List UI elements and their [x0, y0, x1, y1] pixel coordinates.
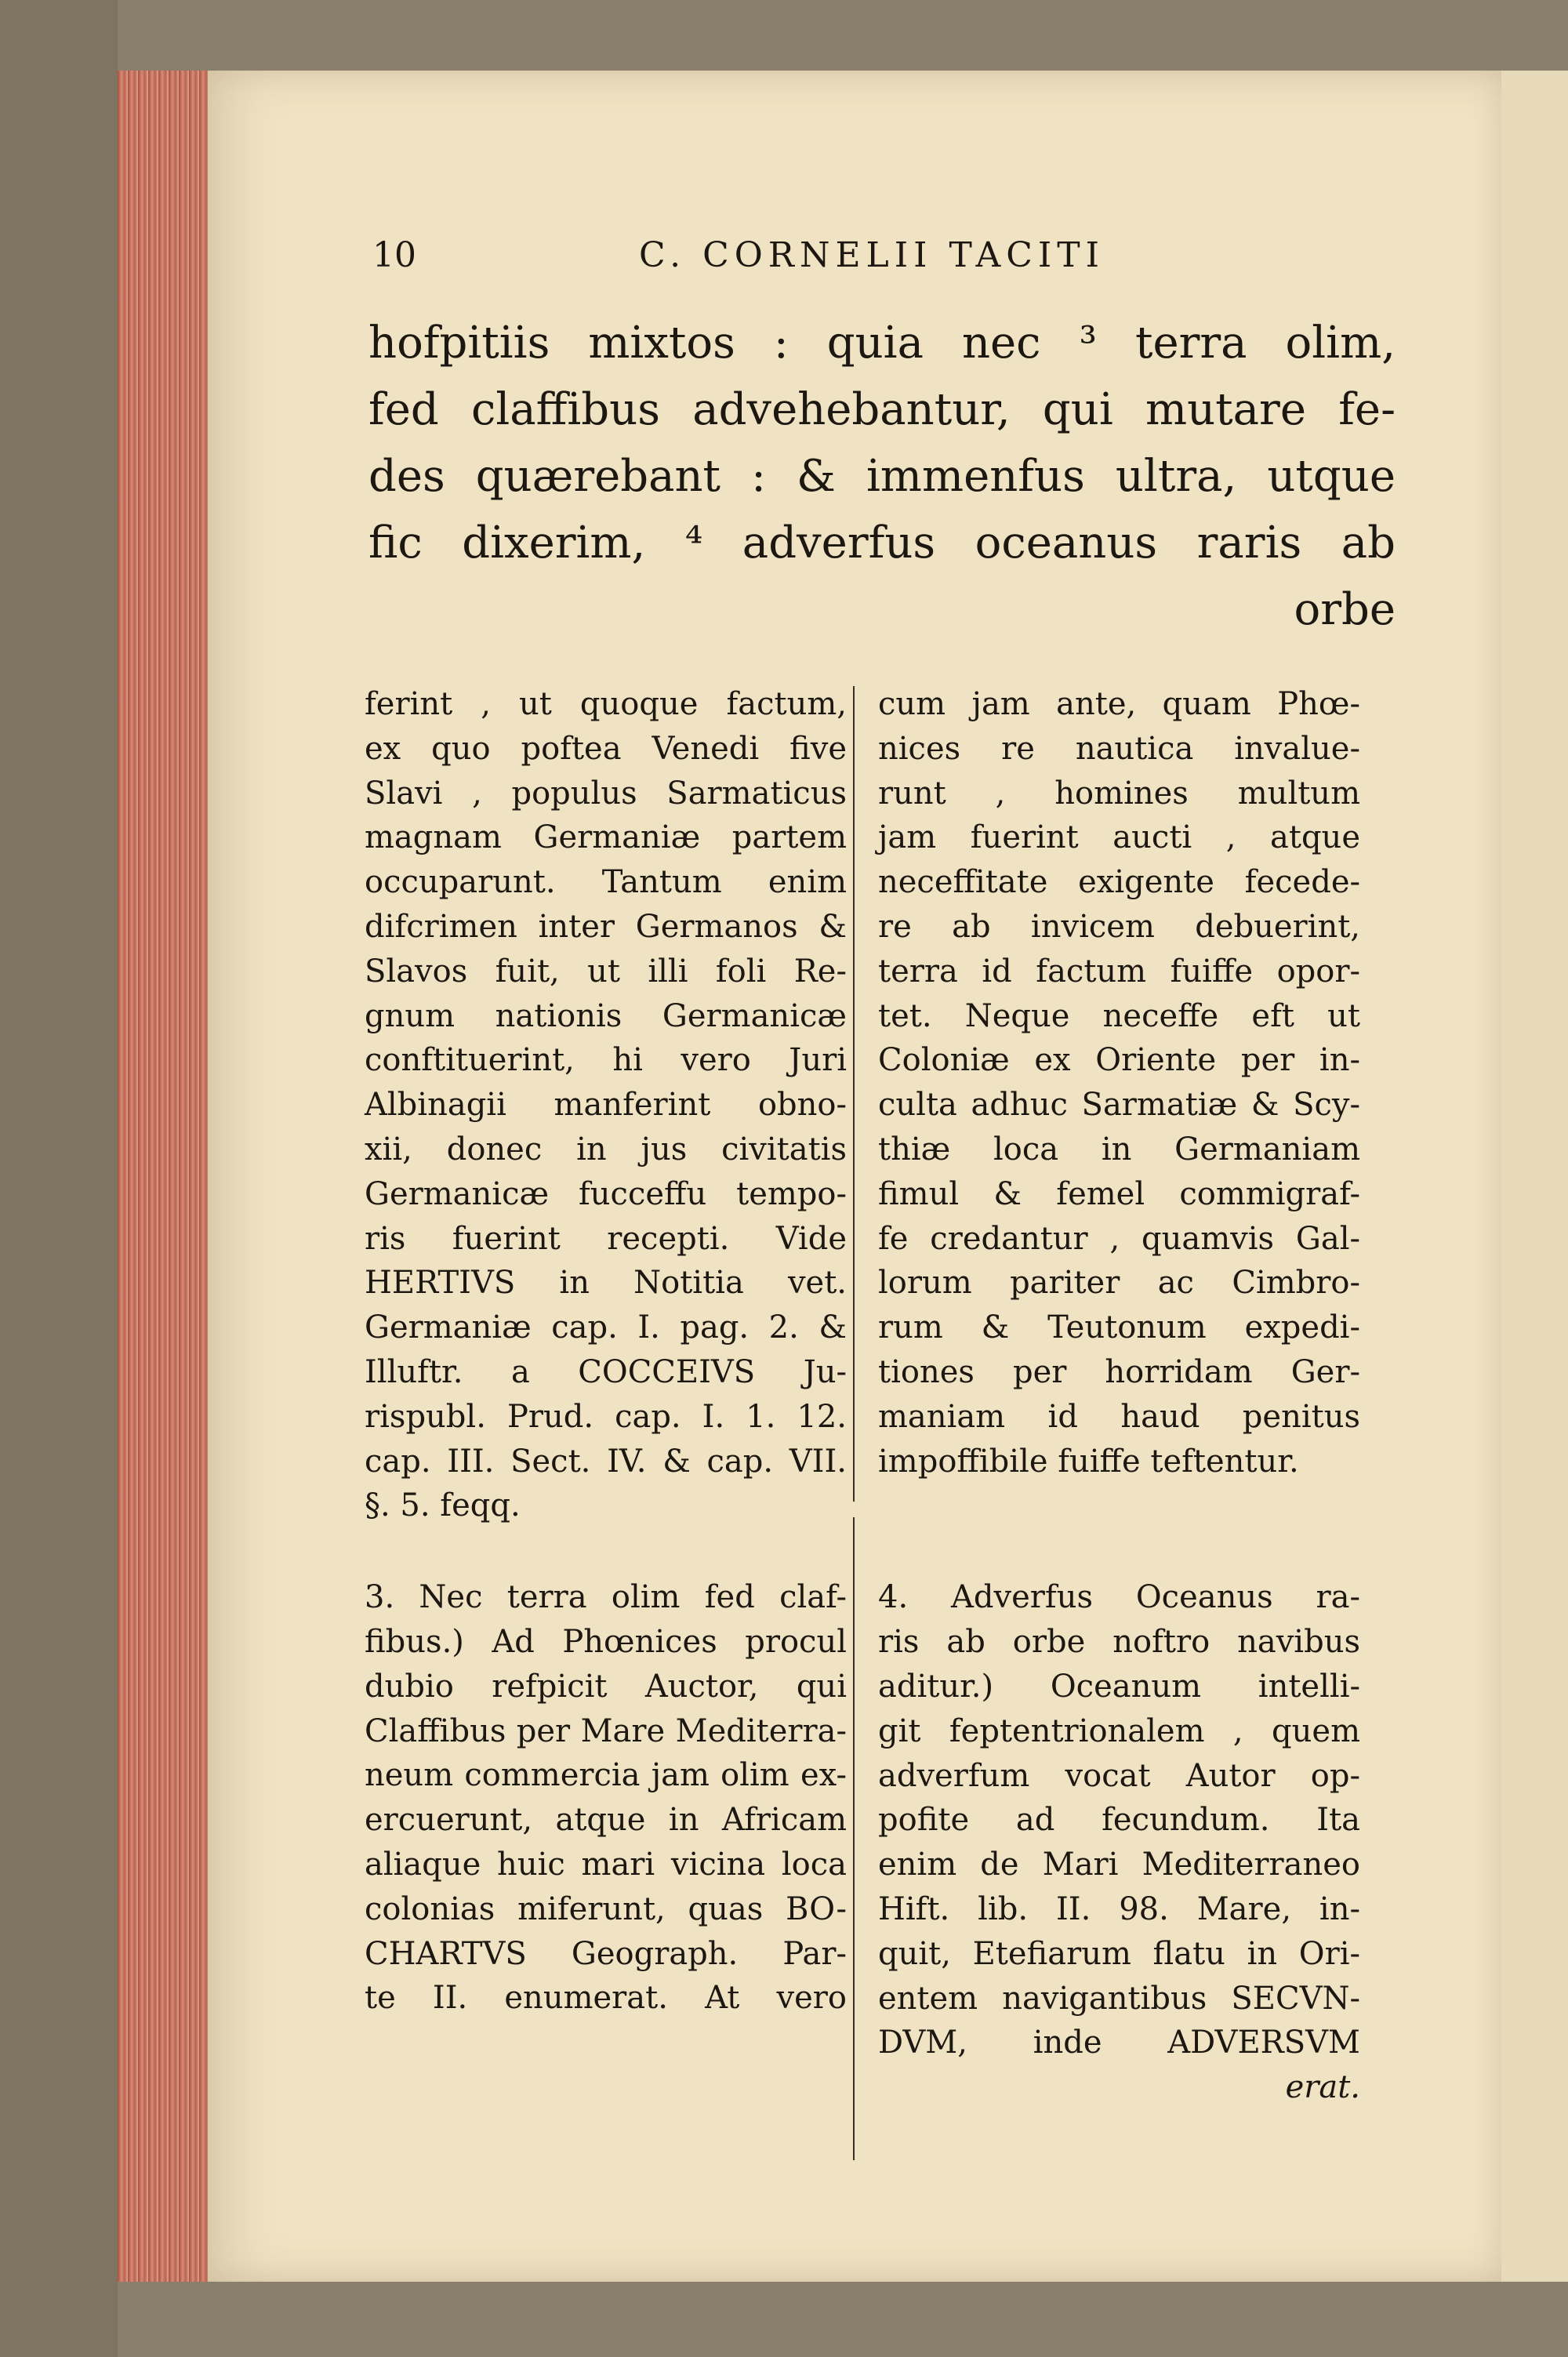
- footnote-4-line: adverfum vocat Autor op-: [878, 1757, 1360, 1794]
- page-number: 10: [372, 235, 416, 275]
- footnote-line: runt , homines multum: [878, 775, 1360, 812]
- footnote-line: tiones per horridam Ger-: [878, 1353, 1360, 1390]
- footnote-4-line: git feptentrionalem , quem: [878, 1712, 1360, 1749]
- footnote-column-left: [365, 682, 847, 2021]
- main-text-line: des quærebant : & immenfus ultra, utque: [368, 451, 1396, 502]
- footnote-line: thiæ loca in Germaniam: [878, 1131, 1360, 1168]
- footnote-3-line: fibus.) Ad Phœnices procul: [365, 1623, 847, 1660]
- footnote-4-line: pofite ad fecundum. Ita: [878, 1802, 1360, 1839]
- footnote-line: culta adhuc Sarmatiæ & Scy-: [878, 1087, 1360, 1124]
- catchword: orbe: [1294, 584, 1396, 635]
- footnote-3-line: dubio refpicit Auctor, qui: [365, 1668, 847, 1705]
- footnote-4-line: aditur.) Oceanum intelli-: [878, 1668, 1360, 1705]
- page-edges: [118, 71, 208, 2282]
- footnote-4-line: quit, Etefiarum flatu in Ori-: [878, 1935, 1360, 1972]
- footnote-line: tet. Neque neceffe eft ut: [878, 997, 1360, 1034]
- main-text: [368, 310, 1396, 643]
- footnote-4-line: enim de Mari Mediterraneo: [878, 1847, 1360, 1883]
- footnote-4-line: DVM, inde ADVERSVM: [878, 2025, 1360, 2061]
- footnote-line: Illuftr. a COCCEIVS Ju-: [365, 1353, 847, 1390]
- footnote-line: Slavos fuit, ut illi foli Re-: [365, 953, 847, 990]
- footnote-4-line: ris ab orbe noftro navibus: [878, 1624, 1360, 1661]
- footnote-line: HERTIVS in Notitia vet.: [365, 1265, 847, 1302]
- main-text-line: fed claffibus advehebantur, qui mutare fe-: [368, 384, 1396, 435]
- main-text-line: fic dixerim, ⁴ adverfus oceanus raris ab: [368, 518, 1396, 568]
- footnote-line: difcrimen inter Germanos &: [365, 908, 847, 945]
- footnote-line: rum & Teutonum expedi-: [878, 1309, 1360, 1346]
- footnote-line: Germaniæ cap. I. pag. 2. &: [365, 1309, 847, 1346]
- footnote-line: ex quo poftea Venedi five: [365, 730, 847, 767]
- footnote-line: terra id factum fuiffe opor-: [878, 953, 1360, 990]
- footnote-line: §. 5. feqq.: [365, 1487, 521, 1524]
- column-divider: [853, 686, 855, 1502]
- footnote-3-line: colonias miferunt, quas BO-: [365, 1890, 847, 1927]
- footnote-line: neceffitate exigente fecede-: [878, 864, 1360, 901]
- scan-background: [0, 0, 118, 2357]
- footnote-4-line: entem navigantibus SECVN-: [878, 1980, 1360, 2017]
- footnote-line: ferint , ut quoque factum,: [365, 686, 847, 722]
- footnote-line: Slavi , populus Sarmaticus: [365, 775, 847, 812]
- footnote-line: xii, donec in jus civitatis: [365, 1131, 847, 1168]
- footnote-line: Albinagii manferint obno-: [365, 1087, 847, 1124]
- footnote-line: Coloniæ ex Oriente per in-: [878, 1042, 1360, 1079]
- footnote-3-line: aliaque huic mari vicina loca: [365, 1846, 847, 1883]
- footnote-line: fimul & femel commigraf-: [878, 1175, 1360, 1212]
- footnote-4-line: Hift. lib. II. 98. Mare, in-: [878, 1890, 1360, 1927]
- footnote-line: cum jam ante, quam Phœ-: [878, 686, 1360, 722]
- footnote-3-line: te II. enumerat. At vero: [365, 1980, 847, 2017]
- footnote-line: lorum pariter ac Cimbro-: [878, 1265, 1360, 1302]
- catchword: erat.: [1285, 2069, 1360, 2106]
- footnote-line: maniam id haud penitus: [878, 1398, 1360, 1435]
- footnote-line: nices re nautica invalue-: [878, 730, 1360, 767]
- footnote-3-line: CHARTVS Geograph. Par-: [365, 1935, 847, 1972]
- footnote-line: fe credantur , quamvis Gal-: [878, 1220, 1360, 1257]
- footnote-line: ris fuerint recepti. Vide: [365, 1220, 847, 1257]
- running-head: [372, 235, 1396, 282]
- footnote-3-line: ercuerunt, atque in Africam: [365, 1802, 847, 1839]
- footnote-line: Germanicæ fucceffu tempo-: [365, 1175, 847, 1212]
- main-text-line: hofpitiis mixtos : quia nec ³ terra olim,: [368, 318, 1396, 369]
- footnote-3-line: neum commercia jam olim ex-: [365, 1757, 847, 1794]
- running-title: C. CORNELII TACITI: [639, 235, 1105, 275]
- footnote-line: rispubl. Prud. cap. I. 1. 12.: [365, 1398, 847, 1435]
- footnote-3-line: Claffibus per Mare Mediterra-: [365, 1712, 847, 1749]
- column-divider: [853, 1517, 855, 2160]
- footnote-line: magnam Germaniæ partem: [365, 819, 847, 856]
- footnote-line: gnum nationis Germanicæ: [365, 997, 847, 1034]
- footnote-line: impoffibile fuiffe teftentur.: [878, 1443, 1299, 1480]
- footnote-line: occuparunt. Tantum enim: [365, 864, 847, 901]
- footnote-column-right: [878, 682, 1360, 2110]
- footnote-3-line: 3. Nec terra olim fed claf-: [365, 1579, 847, 1616]
- footnote-spacer: [878, 1484, 1360, 1575]
- footnote-4-line: 4. Adverfus Oceanus ra-: [878, 1579, 1360, 1616]
- footnote-line: jam fuerint aucti , atque: [878, 819, 1360, 856]
- footnote-line: conftituerint, hi vero Juri: [365, 1042, 847, 1079]
- footnote-line: cap. III. Sect. IV. & cap. VII.: [365, 1443, 847, 1480]
- footnote-line: re ab invicem debuerint,: [878, 908, 1360, 945]
- footnote-spacer: [365, 1528, 847, 1575]
- facing-page-edge: [1501, 71, 1568, 2282]
